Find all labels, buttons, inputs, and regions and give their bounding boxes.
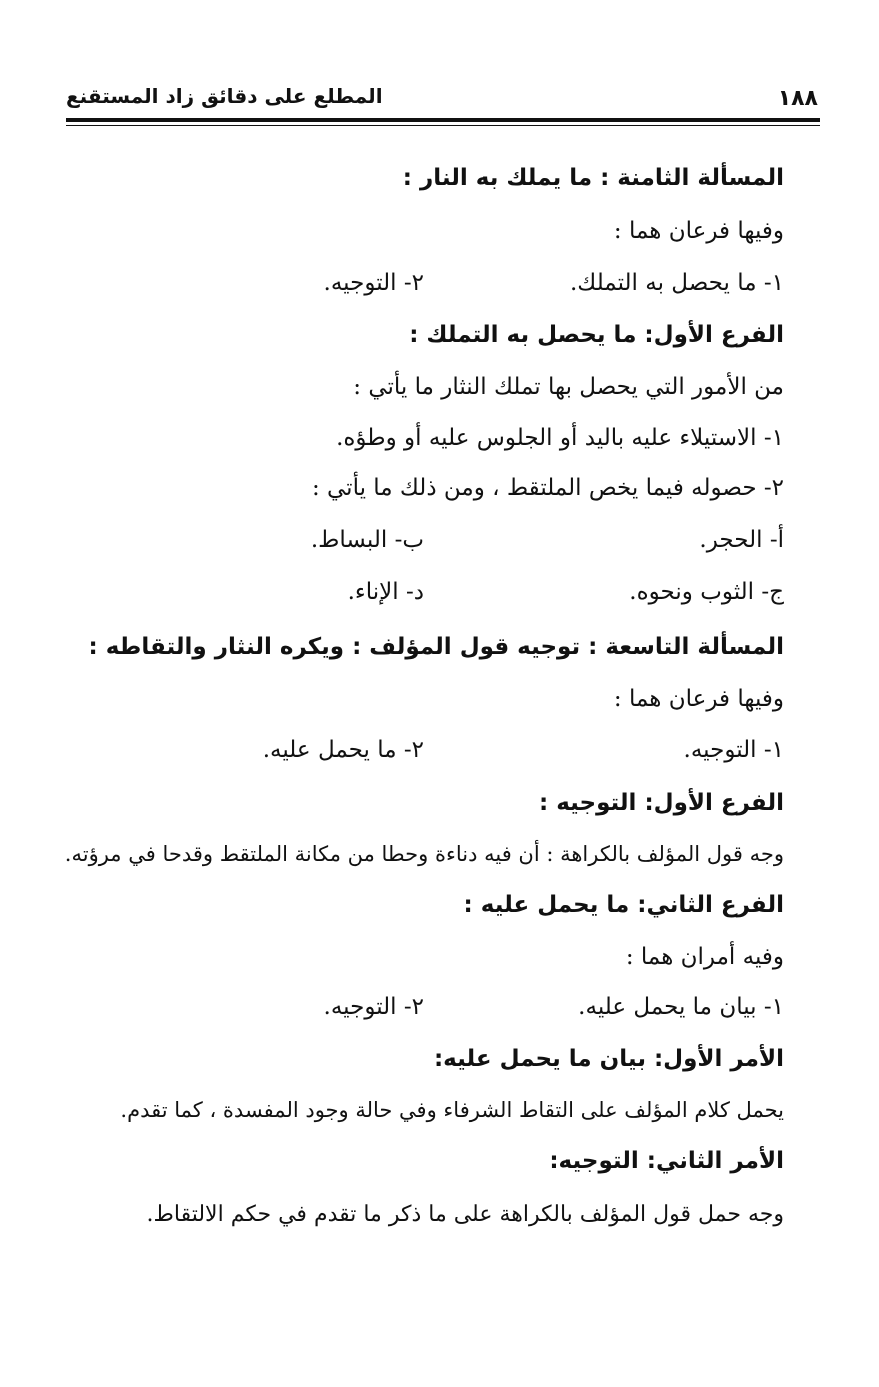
paragraph: وفيه أمران هما : — [625, 944, 784, 970]
subsection-heading: الفرع الأول: التوجيه : — [538, 790, 784, 816]
running-title: المطلع على دقائق زاد المستقنع — [66, 84, 383, 108]
paragraph: وفيها فرعان هما : — [613, 218, 784, 244]
list-item: ٢- حصوله فيما يخص الملتقط ، ومن ذلك ما يأتي : — [311, 475, 784, 501]
section-heading-9: المسألة التاسعة : توجيه قول المؤلف : ويكره النثار والتقاطه : — [88, 634, 784, 660]
list-item: ٢- ما يحمل عليه. — [262, 737, 424, 763]
subsection-heading: الفرع الأول: ما يحصل به التملك : — [409, 322, 784, 348]
subsection-heading: الفرع الثاني: ما يحمل عليه : — [463, 892, 784, 918]
header-rule-thin — [66, 125, 820, 126]
list-item: أ- الحجر. — [699, 527, 784, 553]
list-item: ١- بيان ما يحمل عليه. — [578, 994, 784, 1020]
paragraph: وفيها فرعان هما : — [613, 686, 784, 712]
list-item: ١- الاستيلاء عليه باليد أو الجلوس عليه أو وطؤه. — [336, 425, 784, 451]
header-rule-thick — [66, 118, 820, 122]
paragraph: وجه حمل قول المؤلف بالكراهة على ما ذكر ما تقدم في حكم الالتقاط. — [146, 1202, 784, 1227]
page-header — [66, 78, 818, 118]
list-item: ب- البساط. — [310, 527, 424, 553]
sub-subsection-heading: الأمر الثاني: التوجيه: — [549, 1148, 784, 1174]
list-item: ٢- التوجيه. — [323, 994, 424, 1020]
list-item: ١- ما يحصل به التملك. — [570, 270, 784, 296]
list-item: ١- التوجيه. — [683, 737, 784, 763]
paragraph: من الأمور التي يحصل بها تملك النثار ما يأتي : — [353, 374, 784, 400]
sub-subsection-heading: الأمر الأول: بيان ما يحمل عليه: — [433, 1046, 784, 1072]
list-item: ج- الثوب ونحوه. — [629, 579, 784, 605]
list-item: ٢- التوجيه. — [323, 270, 424, 296]
list-item: د- الإناء. — [347, 579, 424, 605]
page-number: ١٨٨ — [777, 86, 818, 111]
paragraph: يحمل كلام المؤلف على التقاط الشرفاء وفي حالة وجود المفسدة ، كما تقدم. — [120, 1098, 784, 1122]
paragraph: وجه قول المؤلف بالكراهة : أن فيه دناءة وحطا من مكانة الملتقط وقدحا في مرؤته. — [64, 842, 784, 866]
section-heading-8: المسألة الثامنة : ما يملك به النار : — [402, 165, 784, 191]
